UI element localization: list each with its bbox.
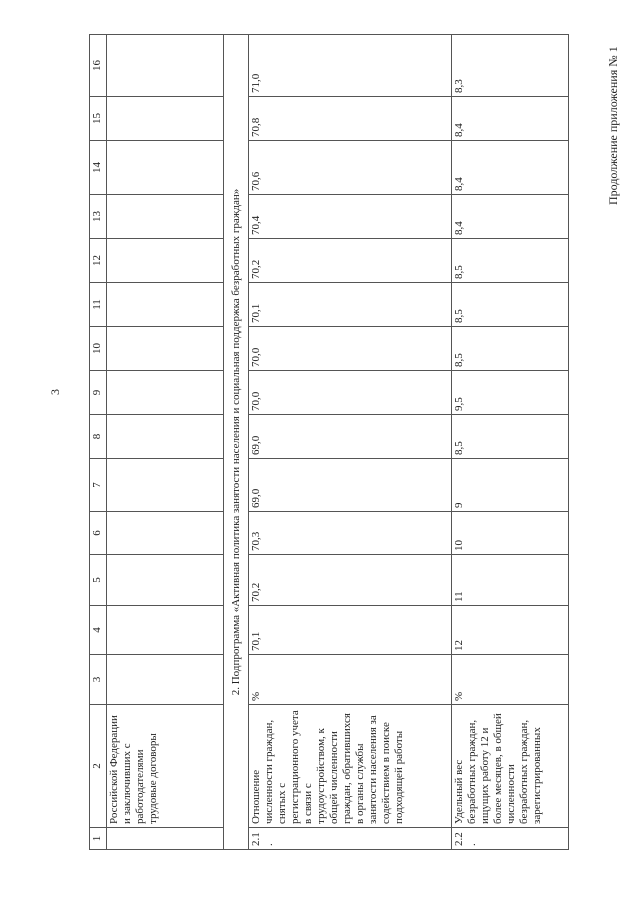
table-row xyxy=(452,35,569,850)
row-id: 2.2. xyxy=(452,828,569,850)
indicator-table xyxy=(89,34,569,850)
column-number: 8 xyxy=(90,415,107,459)
value-cell xyxy=(107,371,224,415)
value-cell: 8,4 xyxy=(452,141,569,195)
value-cell: 69,0 xyxy=(249,415,452,459)
column-number: 1 xyxy=(90,828,107,850)
value-cell: 70,0 xyxy=(249,327,452,371)
value-cell xyxy=(107,35,224,97)
value-cell: 10 xyxy=(452,512,569,555)
column-number-row xyxy=(90,35,107,850)
value-cell xyxy=(107,415,224,459)
value-cell: 8,5 xyxy=(452,239,569,283)
value-cell: 8,4 xyxy=(452,195,569,239)
column-number: 3 xyxy=(90,655,107,705)
value-cell: 71,0 xyxy=(249,35,452,97)
value-cell: 70,6 xyxy=(249,141,452,195)
value-cell: 8,5 xyxy=(452,283,569,327)
column-number: 14 xyxy=(90,141,107,195)
indicator-name: Отношение численности граждан, снятых с регистрационного учета в связи с трудоустройством, к общей численности граждан, обратившихся в органы службы занятости населения за содействием в поиске подходящей работы xyxy=(249,705,452,828)
column-number: 5 xyxy=(90,555,107,606)
value-cell: 70,0 xyxy=(249,371,452,415)
column-number: 4 xyxy=(90,606,107,655)
section-header-row xyxy=(224,35,249,850)
column-number: 15 xyxy=(90,97,107,141)
value-cell: 9,5 xyxy=(452,371,569,415)
table-row xyxy=(107,35,224,850)
row-id: 2.1. xyxy=(249,828,452,850)
value-cell xyxy=(107,97,224,141)
value-cell: 70,1 xyxy=(249,283,452,327)
unit-cell: % xyxy=(452,655,569,705)
value-cell: 70,2 xyxy=(249,555,452,606)
value-cell xyxy=(107,606,224,655)
section-title: 2. Подпрограмма «Активная политика занятости населения и социальная поддержка безработных граждан» xyxy=(224,35,249,850)
value-cell xyxy=(107,283,224,327)
value-cell: 69,0 xyxy=(249,459,452,512)
value-cell: 8,5 xyxy=(452,327,569,371)
value-cell: 11 xyxy=(452,555,569,606)
column-number: 6 xyxy=(90,512,107,555)
value-cell xyxy=(107,512,224,555)
value-cell: 12 xyxy=(452,606,569,655)
value-cell xyxy=(107,195,224,239)
appendix-note: Продолжение приложения № 1 xyxy=(606,46,620,205)
column-number: 9 xyxy=(90,371,107,415)
table-row xyxy=(249,35,452,850)
value-cell: 8,4 xyxy=(452,97,569,141)
indicator-name: Российской Федерации и заключивших с работодателями трудовые договоры xyxy=(107,705,224,828)
value-cell: 70,4 xyxy=(249,195,452,239)
page-number: 3 xyxy=(48,389,62,395)
column-number: 12 xyxy=(90,239,107,283)
indicator-table-wrapper xyxy=(89,35,569,850)
value-cell: 8,3 xyxy=(452,35,569,97)
value-cell xyxy=(107,141,224,195)
column-number: 7 xyxy=(90,459,107,512)
column-number: 16 xyxy=(90,35,107,97)
value-cell: 8,5 xyxy=(452,415,569,459)
column-number: 13 xyxy=(90,195,107,239)
unit-cell: % xyxy=(249,655,452,705)
value-cell xyxy=(107,459,224,512)
value-cell: 9 xyxy=(452,459,569,512)
column-number: 10 xyxy=(90,327,107,371)
value-cell xyxy=(107,555,224,606)
unit-cell xyxy=(107,655,224,705)
value-cell: 70,2 xyxy=(249,239,452,283)
column-number: 11 xyxy=(90,283,107,327)
column-number: 2 xyxy=(90,705,107,828)
value-cell: 70,8 xyxy=(249,97,452,141)
value-cell xyxy=(107,239,224,283)
value-cell: 70,1 xyxy=(249,606,452,655)
row-id xyxy=(107,828,224,850)
value-cell: 70,3 xyxy=(249,512,452,555)
value-cell xyxy=(107,327,224,371)
indicator-name: Удельный вес безработных граждан, ищущих работу 12 и более месяцев, в общей численности безработных граждан, зарегистрированных xyxy=(452,705,569,828)
